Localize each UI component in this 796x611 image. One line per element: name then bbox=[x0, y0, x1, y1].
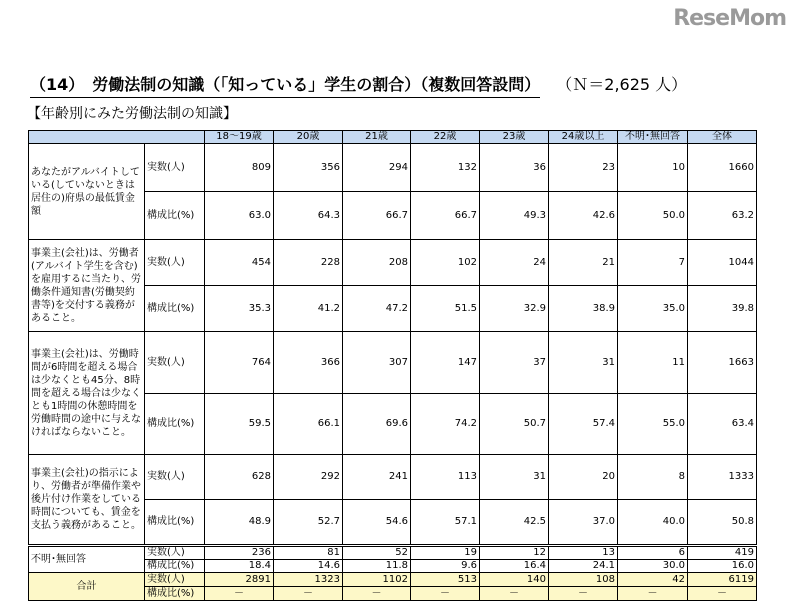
header-blank bbox=[29, 131, 205, 144]
count-label: 実数(人) bbox=[145, 144, 205, 192]
ratio-cell: 35.3 bbox=[205, 286, 274, 332]
count-label: 実数(人) bbox=[145, 573, 205, 587]
count-cell: 52 bbox=[343, 547, 411, 560]
ratio-label: 構成比(%) bbox=[145, 286, 205, 332]
ratio-cell: 42.5 bbox=[480, 500, 549, 545]
ratio-cell: 42.6 bbox=[549, 192, 618, 240]
count-cell: 113 bbox=[411, 455, 480, 500]
column-header: 20歳 bbox=[274, 131, 343, 144]
question-label: あなたがアルバイトしている(していないときは居住の)府県の最低賃金額 bbox=[29, 144, 145, 240]
ratio-cell: 64.3 bbox=[274, 192, 343, 240]
question-label: 事業主(会社)の指示により、労働者が準備作業や後片付け作業をしている時間についても、賃金を支払う義務があること。 bbox=[29, 455, 145, 545]
page-title: （14） 労働法制の知識（「知っている」学生の割合）（複数回答設問） bbox=[30, 72, 540, 98]
ratio-cell: 11.8 bbox=[343, 560, 411, 573]
ratio-cell: 66.7 bbox=[343, 192, 411, 240]
question-label: 事業主(会社)は、労働者(アルバイト学生を含む)を雇用するに当たり、労働条件通知書(労働契約書等)を交付する義務があること。 bbox=[29, 240, 145, 332]
ratio-cell: 66.7 bbox=[411, 192, 480, 240]
table-row bbox=[29, 455, 757, 500]
ratio-cell: 47.2 bbox=[343, 286, 411, 332]
count-cell: 764 bbox=[205, 332, 274, 394]
page-header bbox=[30, 72, 788, 98]
ratio-cell: － bbox=[343, 587, 411, 601]
ratio-cell: 14.6 bbox=[274, 560, 343, 573]
count-cell: 108 bbox=[549, 573, 618, 587]
count-cell: 20 bbox=[549, 455, 618, 500]
count-cell: 132 bbox=[411, 144, 480, 192]
count-cell: 6119 bbox=[688, 573, 757, 587]
count-cell: 24 bbox=[480, 240, 549, 286]
table-row bbox=[29, 332, 757, 394]
ratio-label: 構成比(%) bbox=[145, 500, 205, 545]
section-subtitle: 【年齢別にみた労働法制の知識】 bbox=[27, 106, 237, 122]
count-cell: 1333 bbox=[688, 455, 757, 500]
count-cell: 10 bbox=[618, 144, 688, 192]
ratio-cell: 51.5 bbox=[411, 286, 480, 332]
column-header: 全体 bbox=[688, 131, 757, 144]
ratio-cell: 69.6 bbox=[343, 394, 411, 455]
ratio-label: 構成比(%) bbox=[145, 560, 205, 573]
count-cell: 241 bbox=[343, 455, 411, 500]
count-cell: 454 bbox=[205, 240, 274, 286]
column-header: 24歳以上 bbox=[549, 131, 618, 144]
ratio-cell: 63.4 bbox=[688, 394, 757, 455]
count-cell: 6 bbox=[618, 547, 688, 560]
ratio-cell: 50.8 bbox=[688, 500, 757, 545]
ratio-cell: 18.4 bbox=[205, 560, 274, 573]
ratio-cell: 30.0 bbox=[618, 560, 688, 573]
count-label: 実数(人) bbox=[145, 455, 205, 500]
ratio-cell: 35.0 bbox=[618, 286, 688, 332]
ratio-cell: － bbox=[618, 587, 688, 601]
ratio-cell: － bbox=[411, 587, 480, 601]
count-cell: 12 bbox=[480, 547, 549, 560]
count-cell: 1323 bbox=[274, 573, 343, 587]
question-label: 事業主(会社)は、労働時間が6時間を超える場合は少なくとも45分、8時間を超える場合は少なくとも1時間の休憩時間を労働時間の途中に与えなければならないこと。 bbox=[29, 332, 145, 455]
count-cell: 36 bbox=[480, 144, 549, 192]
count-label: 実数(人) bbox=[145, 240, 205, 286]
ratio-cell: － bbox=[480, 587, 549, 601]
count-cell: 19 bbox=[411, 547, 480, 560]
count-cell: 31 bbox=[549, 332, 618, 394]
column-header: 21歳 bbox=[343, 131, 411, 144]
table-row bbox=[29, 547, 757, 560]
count-cell: 42 bbox=[618, 573, 688, 587]
count-cell: 37 bbox=[480, 332, 549, 394]
count-cell: 356 bbox=[274, 144, 343, 192]
count-cell: 366 bbox=[274, 332, 343, 394]
header-row bbox=[29, 131, 757, 144]
count-cell: 419 bbox=[688, 547, 757, 560]
ratio-cell: 9.6 bbox=[411, 560, 480, 573]
ratio-cell: 16.0 bbox=[688, 560, 757, 573]
count-cell: 11 bbox=[618, 332, 688, 394]
ratio-cell: 49.3 bbox=[480, 192, 549, 240]
count-cell: 292 bbox=[274, 455, 343, 500]
resemom-watermark-logo: ReseMom bbox=[673, 6, 786, 31]
ratio-cell: 74.2 bbox=[411, 394, 480, 455]
ratio-cell: 63.2 bbox=[688, 192, 757, 240]
ratio-cell: 52.7 bbox=[274, 500, 343, 545]
ratio-cell: 37.0 bbox=[549, 500, 618, 545]
ratio-cell: 48.9 bbox=[205, 500, 274, 545]
count-label: 実数(人) bbox=[145, 547, 205, 560]
count-cell: 208 bbox=[343, 240, 411, 286]
table-row bbox=[29, 573, 757, 587]
column-header: 18～19歳 bbox=[205, 131, 274, 144]
ratio-cell: 24.1 bbox=[549, 560, 618, 573]
ratio-cell: 59.5 bbox=[205, 394, 274, 455]
ratio-cell: 38.9 bbox=[549, 286, 618, 332]
count-cell: 294 bbox=[343, 144, 411, 192]
total-label: 合計 bbox=[29, 573, 145, 601]
count-cell: 228 bbox=[274, 240, 343, 286]
ratio-cell: 57.1 bbox=[411, 500, 480, 545]
count-cell: 513 bbox=[411, 573, 480, 587]
ratio-cell: 54.6 bbox=[343, 500, 411, 545]
sample-size: （Ｎ＝2,625 人） bbox=[556, 75, 688, 94]
ratio-label: 構成比(%) bbox=[145, 587, 205, 601]
ratio-cell: 55.0 bbox=[618, 394, 688, 455]
table-row bbox=[29, 144, 757, 192]
count-cell: 307 bbox=[343, 332, 411, 394]
count-cell: 31 bbox=[480, 455, 549, 500]
ratio-label: 構成比(%) bbox=[145, 192, 205, 240]
ratio-cell: 16.4 bbox=[480, 560, 549, 573]
ratio-cell: 39.8 bbox=[688, 286, 757, 332]
count-cell: 1660 bbox=[688, 144, 757, 192]
count-cell: 21 bbox=[549, 240, 618, 286]
ratio-cell: 66.1 bbox=[274, 394, 343, 455]
ratio-cell: － bbox=[549, 587, 618, 601]
ratio-cell: 50.7 bbox=[480, 394, 549, 455]
column-header: 23歳 bbox=[480, 131, 549, 144]
ratio-cell: 40.0 bbox=[618, 500, 688, 545]
count-cell: 102 bbox=[411, 240, 480, 286]
ratio-cell: 41.2 bbox=[274, 286, 343, 332]
count-cell: 8 bbox=[618, 455, 688, 500]
count-cell: 23 bbox=[549, 144, 618, 192]
column-header: 22歳 bbox=[411, 131, 480, 144]
ratio-label: 構成比(%) bbox=[145, 394, 205, 455]
count-label: 実数(人) bbox=[145, 332, 205, 394]
count-cell: 140 bbox=[480, 573, 549, 587]
count-cell: 1663 bbox=[688, 332, 757, 394]
ratio-cell: 63.0 bbox=[205, 192, 274, 240]
column-header: 不明･無回答 bbox=[618, 131, 688, 144]
ratio-cell: 50.0 bbox=[618, 192, 688, 240]
count-cell: 628 bbox=[205, 455, 274, 500]
table-row bbox=[29, 240, 757, 286]
count-cell: 7 bbox=[618, 240, 688, 286]
ratio-cell: － bbox=[688, 587, 757, 601]
count-cell: 2891 bbox=[205, 573, 274, 587]
count-cell: 1044 bbox=[688, 240, 757, 286]
count-cell: 147 bbox=[411, 332, 480, 394]
count-cell: 809 bbox=[205, 144, 274, 192]
count-cell: 81 bbox=[274, 547, 343, 560]
count-cell: 1102 bbox=[343, 573, 411, 587]
ratio-cell: － bbox=[274, 587, 343, 601]
count-cell: 236 bbox=[205, 547, 274, 560]
question-label: 不明･無回答 bbox=[29, 547, 145, 573]
count-cell: 13 bbox=[549, 547, 618, 560]
knowledge-table bbox=[28, 130, 757, 601]
ratio-cell: － bbox=[205, 587, 274, 601]
ratio-cell: 57.4 bbox=[549, 394, 618, 455]
ratio-cell: 32.9 bbox=[480, 286, 549, 332]
